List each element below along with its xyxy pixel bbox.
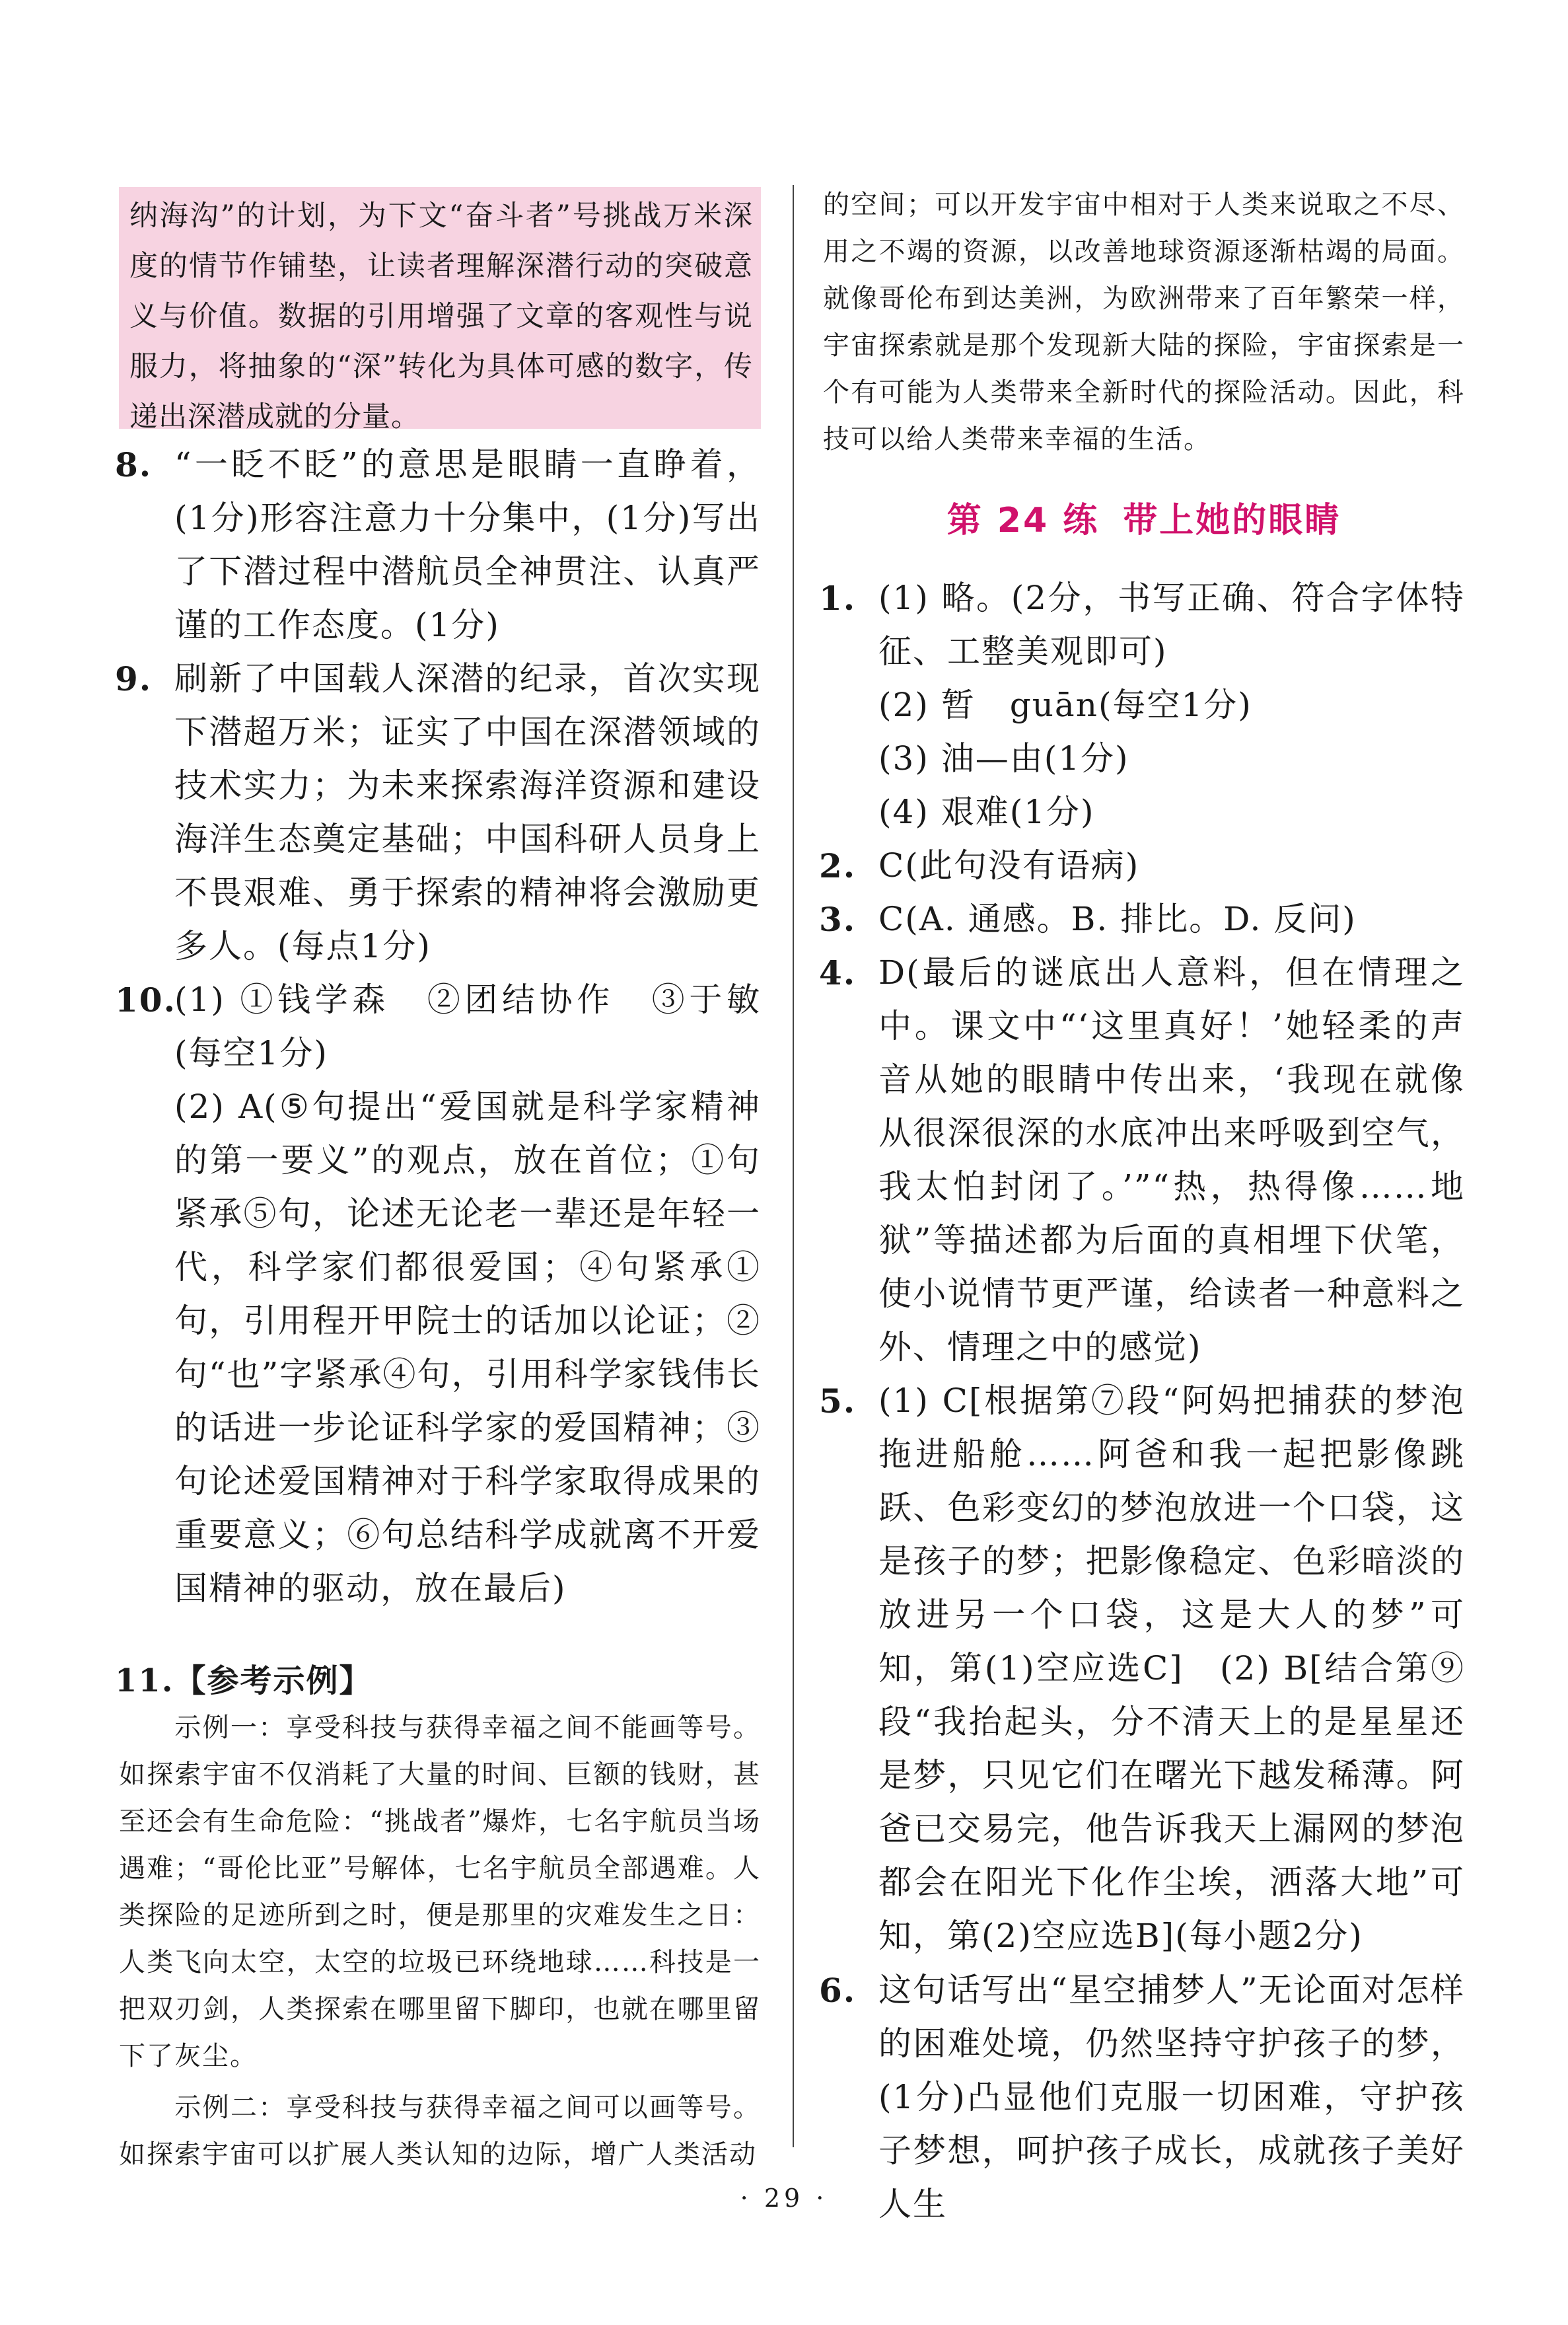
example-1-text: 示例一：享受科技与获得幸福之间不能画等号。如探索宇宙不仅消耗了大量的时间、巨额的钱财，甚至还会有生命危险：“挑战者”爆炸，七名宇航员当场遇难；“哥伦比亚”号解体，七名宇航员全部遇难。人类探险的足迹所到之时，便是那里的灾难发生之日：人类飞向太空，太空的垃圾已环绕地球……科技是一把双刃剑，人类探索在哪里留下脚印，也就在哪里留下了灰尘。	[119, 1713, 761, 2071]
continued-text: 的空间；可以开发宇宙中相对于人类来说取之不尽、用之不竭的资源，以改善地球资源逐渐枯竭的局面。就像哥伦布到达美洲，为欧洲带来了百年繁荣一样，宇宙探索就是那个发现新大陆的探险，宇宙探索是一个有可能为人类带来全新时代的探险活动。因此，科技可以给人类带来幸福的生活。	[823, 190, 1465, 455]
answer-text: D(最后的谜底出人意料，但在情理之中。课文中“‘这里真好！’她轻柔的声音从她的眼睛中传出来，‘我现在就像从很深很深的水底冲出来呼吸到空气，我太怕封闭了。’”“热，热得像……地狱”等描述都为后面的真相埋下伏笔，使小说情节更严谨，给读者一种意料之外、情理之中的感觉)	[878, 953, 1465, 1366]
answer-part-1: (1) ①钱学森 ②团结协作 ③于敏(每空1分)	[174, 980, 761, 1072]
question-number: 8.	[115, 445, 153, 484]
question-number: 2.	[819, 846, 857, 885]
highlight-text: 纳海沟”的计划，为下文“奋斗者”号挑战万米深度的情节作铺垫，让读者理解深潜行动的突破意义与价值。数据的引用增强了文章的客观性与说服力，将抽象的“深”转化为具体可感的数字，传递出深潜成就的分量。	[129, 200, 753, 433]
question-8	[115, 438, 761, 652]
example-2-text: 示例二：享受科技与获得幸福之间可以画等号。如探索宇宙可以扩展人类认知的边际，增广人类活动	[119, 2092, 761, 2170]
question-10	[115, 973, 761, 1615]
r-question-2	[819, 839, 1465, 893]
answer-text: C(A. 通感。B. 排比。D. 反问)	[878, 900, 1357, 938]
section-title	[823, 492, 1465, 542]
answer-part-4: (4) 艰难(1分)	[878, 793, 1095, 831]
page-number: · 29 ·	[740, 2184, 828, 2213]
question-number: 1.	[819, 579, 857, 618]
column-divider	[793, 185, 794, 2147]
example-2	[119, 2085, 761, 2178]
answer-text: C(此句没有语病)	[878, 846, 1140, 885]
answer-text: 刷新了中国载人深潜的纪录，首次实现下潜超万米；证实了中国在深潜领域的技术实力；为未来探索海洋资源和建设海洋生态奠定基础；中国科研人员身上不畏艰难、勇于探索的精神将会激励更多人。(每点1分)	[174, 659, 761, 965]
answer-part-3: (3) 油—由(1分)	[878, 739, 1129, 778]
r-question-4	[819, 946, 1465, 1374]
section-name: 带上她的眼睛	[1123, 501, 1341, 540]
question-number: 6.	[819, 1971, 857, 2010]
answer-text: (1) C[根据第⑦段“阿妈把捕获的梦泡拖进船舱……阿爸和我一起把影像跳跃、色彩变幻的梦泡放进一个口袋，这是孩子的梦；把影像稳定、色彩暗淡的放进另一个口袋，这是大人的梦”可知，第(1)空应选C] (2) B[结合第⑨段“我抬起头，分不清天上的是星星还是梦，只见它们在曙光下越发稀薄。阿爸已交易完，他告诉我天上漏网的梦泡都会在阳光下化作尘埃，洒落大地”可知，第(2)空应选B](每小题2分)	[878, 1382, 1465, 1955]
answer-part-2: (2) A(⑤句提出“爱国就是科学家精神的第一要义”的观点，放在首位；①句紧承⑤句，论述无论老一辈还是年轻一代，科学家们都很爱国；④句紧承①句，引用程开甲院士的话加以论证；②句“也”字紧承④句，引用科学家钱伟长的话进一步论证科学家的爱国精神；③句论述爱国精神对于科学家取得成果的重要意义；⑥句总结科学成就离不开爱国精神的驱动，放在最后)	[174, 1088, 761, 1607]
r-question-1	[819, 572, 1465, 839]
question-number: 3.	[819, 900, 857, 939]
section-number: 第 24 练	[946, 501, 1100, 540]
example-2-continued	[823, 182, 1465, 463]
r-question-3	[819, 893, 1465, 946]
question-number: 10.	[115, 980, 176, 1019]
question-11-heading: 11.【参考示例】	[115, 1662, 373, 1699]
answer-text: “一眨不眨”的意思是眼睛一直睁着，(1分)形容注意力十分集中，(1分)写出了下潜过程中潜航员全神贯注、认真严谨的工作态度。(1分)	[174, 445, 761, 644]
question-number: 5.	[819, 1382, 857, 1421]
question-number: 9.	[115, 659, 153, 698]
example-1	[119, 1705, 761, 2080]
answer-part-1: (1) 略。(2分，书写正确、符合字体特征、工整美观即可)	[878, 579, 1465, 671]
answer-part-2: (2) 暂 guān(每空1分)	[878, 686, 1252, 724]
highlight-box	[119, 187, 761, 433]
question-number: 4.	[819, 953, 857, 992]
answer-text: 这句话写出“星空捕梦人”无论面对怎样的困难处境，仍然坚持守护孩子的梦，(1分)凸显他们克服一切困难，守护孩子梦想，呵护孩子成长，成就孩子美好人生	[878, 1971, 1465, 2223]
r-question-5	[819, 1374, 1465, 1963]
question-9	[115, 652, 761, 973]
